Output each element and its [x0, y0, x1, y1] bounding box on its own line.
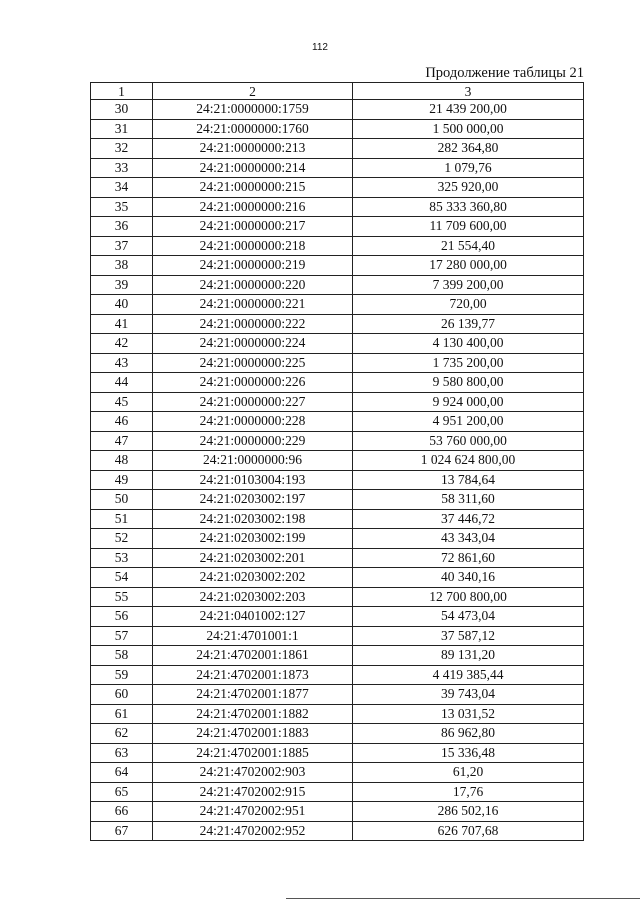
table-row: [91, 802, 584, 822]
value-cell: 1 500 000,00: [353, 119, 584, 139]
row-number-cell: 56: [91, 607, 153, 627]
cadastral-number-cell: 24:21:4701001:1: [153, 626, 353, 646]
cadastral-number-cell: 24:21:0000000:220: [153, 275, 353, 295]
cadastral-number-cell: 24:21:0000000:213: [153, 139, 353, 159]
row-number-cell: 47: [91, 431, 153, 451]
value-cell: 72 861,60: [353, 548, 584, 568]
row-number-cell: 66: [91, 802, 153, 822]
cadastral-number-cell: 24:21:0401002:127: [153, 607, 353, 627]
value-cell: 85 333 360,80: [353, 197, 584, 217]
value-cell: 89 131,20: [353, 646, 584, 666]
value-cell: 15 336,48: [353, 743, 584, 763]
cadastral-number-cell: 24:21:4702002:903: [153, 763, 353, 783]
cadastral-number-cell: 24:21:4702002:951: [153, 802, 353, 822]
row-number-cell: 57: [91, 626, 153, 646]
cadastral-number-cell: 24:21:0000000:1760: [153, 119, 353, 139]
row-number-cell: 44: [91, 373, 153, 393]
table-row: [91, 490, 584, 510]
value-cell: 21 554,40: [353, 236, 584, 256]
row-number-cell: 62: [91, 724, 153, 744]
row-number-cell: 50: [91, 490, 153, 510]
row-number-cell: 37: [91, 236, 153, 256]
cadastral-number-cell: 24:21:0000000:229: [153, 431, 353, 451]
row-number-cell: 32: [91, 139, 153, 159]
value-cell: 37 587,12: [353, 626, 584, 646]
value-cell: 13 031,52: [353, 704, 584, 724]
cadastral-number-cell: 24:21:0000000:214: [153, 158, 353, 178]
row-number-cell: 61: [91, 704, 153, 724]
cadastral-number-cell: 24:21:0000000:217: [153, 217, 353, 237]
row-number-cell: 34: [91, 178, 153, 198]
cadastral-number-cell: 24:21:0203002:203: [153, 587, 353, 607]
column-header-number: 1: [91, 83, 153, 100]
table-row: [91, 568, 584, 588]
table-row: [91, 509, 584, 529]
table-row: [91, 412, 584, 432]
row-number-cell: 30: [91, 100, 153, 120]
table-row: [91, 217, 584, 237]
value-cell: 4 419 385,44: [353, 665, 584, 685]
row-number-cell: 31: [91, 119, 153, 139]
row-number-cell: 40: [91, 295, 153, 315]
row-number-cell: 39: [91, 275, 153, 295]
value-cell: 39 743,04: [353, 685, 584, 705]
table-row: [91, 100, 584, 120]
cadastral-number-cell: 24:21:0103004:193: [153, 470, 353, 490]
row-number-cell: 53: [91, 548, 153, 568]
value-cell: 4 130 400,00: [353, 334, 584, 354]
table-row: [91, 314, 584, 334]
cadastral-number-cell: 24:21:0000000:96: [153, 451, 353, 471]
value-cell: 54 473,04: [353, 607, 584, 627]
value-cell: 7 399 200,00: [353, 275, 584, 295]
table-row: [91, 431, 584, 451]
value-cell: 325 920,00: [353, 178, 584, 198]
row-number-cell: 51: [91, 509, 153, 529]
row-number-cell: 33: [91, 158, 153, 178]
row-number-cell: 64: [91, 763, 153, 783]
row-number-cell: 63: [91, 743, 153, 763]
cadastral-number-cell: 24:21:4702001:1861: [153, 646, 353, 666]
cadastral-number-cell: 24:21:0000000:224: [153, 334, 353, 354]
table-row: [91, 704, 584, 724]
cadastral-number-cell: 24:21:0203002:199: [153, 529, 353, 549]
cadastral-number-cell: 24:21:4702002:915: [153, 782, 353, 802]
value-cell: 11 709 600,00: [353, 217, 584, 237]
table-row: [91, 763, 584, 783]
value-cell: 1 024 624 800,00: [353, 451, 584, 471]
table-row: [91, 353, 584, 373]
cadastral-number-cell: 24:21:4702001:1873: [153, 665, 353, 685]
cadastral-number-cell: 24:21:0203002:198: [153, 509, 353, 529]
value-cell: 21 439 200,00: [353, 100, 584, 120]
table-row: [91, 626, 584, 646]
cadastral-number-cell: 24:21:0203002:197: [153, 490, 353, 510]
column-header-value: 3: [353, 83, 584, 100]
cadastral-number-cell: 24:21:4702002:952: [153, 821, 353, 841]
value-cell: 37 446,72: [353, 509, 584, 529]
table-row: [91, 607, 584, 627]
cadastral-number-cell: 24:21:0000000:221: [153, 295, 353, 315]
table-row: [91, 236, 584, 256]
table-row: [91, 782, 584, 802]
row-number-cell: 46: [91, 412, 153, 432]
row-number-cell: 35: [91, 197, 153, 217]
cadastral-number-cell: 24:21:4702001:1883: [153, 724, 353, 744]
row-number-cell: 49: [91, 470, 153, 490]
table-row: [91, 373, 584, 393]
table-row: [91, 139, 584, 159]
table-row: [91, 275, 584, 295]
cadastral-number-cell: 24:21:0000000:215: [153, 178, 353, 198]
table-row: [91, 821, 584, 841]
table-row: [91, 470, 584, 490]
value-cell: 17,76: [353, 782, 584, 802]
table-row: [91, 295, 584, 315]
cadastral-number-cell: 24:21:0203002:202: [153, 568, 353, 588]
table-row: [91, 334, 584, 354]
cadastral-number-cell: 24:21:0000000:219: [153, 256, 353, 276]
page-number: 112: [312, 42, 328, 53]
value-cell: 9 924 000,00: [353, 392, 584, 412]
value-cell: 12 700 800,00: [353, 587, 584, 607]
value-cell: 626 707,68: [353, 821, 584, 841]
table-continuation-label: Продолжение таблицы 21: [425, 65, 584, 81]
table-row: [91, 743, 584, 763]
value-cell: 1 079,76: [353, 158, 584, 178]
value-cell: 9 580 800,00: [353, 373, 584, 393]
row-number-cell: 36: [91, 217, 153, 237]
value-cell: 282 364,80: [353, 139, 584, 159]
cadastral-number-cell: 24:21:0000000:216: [153, 197, 353, 217]
row-number-cell: 48: [91, 451, 153, 471]
value-cell: 61,20: [353, 763, 584, 783]
cadastral-number-cell: 24:21:0000000:227: [153, 392, 353, 412]
row-number-cell: 58: [91, 646, 153, 666]
value-cell: 40 340,16: [353, 568, 584, 588]
table-header-row: [91, 83, 584, 100]
table-row: [91, 724, 584, 744]
table-body: [91, 83, 584, 841]
table-row: [91, 119, 584, 139]
value-cell: 17 280 000,00: [353, 256, 584, 276]
row-number-cell: 65: [91, 782, 153, 802]
cadastral-number-cell: 24:21:4702001:1877: [153, 685, 353, 705]
value-cell: 4 951 200,00: [353, 412, 584, 432]
table-row: [91, 587, 584, 607]
table-row: [91, 178, 584, 198]
row-number-cell: 59: [91, 665, 153, 685]
table-row: [91, 685, 584, 705]
table-row: [91, 529, 584, 549]
value-cell: 43 343,04: [353, 529, 584, 549]
value-cell: 1 735 200,00: [353, 353, 584, 373]
cadastral-number-cell: 24:21:0000000:222: [153, 314, 353, 334]
value-cell: 720,00: [353, 295, 584, 315]
footer-divider: [286, 898, 640, 899]
cadastral-number-cell: 24:21:0000000:225: [153, 353, 353, 373]
cadastral-number-cell: 24:21:0203002:201: [153, 548, 353, 568]
table-row: [91, 665, 584, 685]
table-row: [91, 392, 584, 412]
value-cell: 58 311,60: [353, 490, 584, 510]
cadastral-number-cell: 24:21:0000000:228: [153, 412, 353, 432]
data-table: [90, 82, 584, 841]
table-row: [91, 548, 584, 568]
value-cell: 286 502,16: [353, 802, 584, 822]
row-number-cell: 41: [91, 314, 153, 334]
row-number-cell: 42: [91, 334, 153, 354]
cadastral-number-cell: 24:21:4702001:1885: [153, 743, 353, 763]
table-row: [91, 256, 584, 276]
row-number-cell: 52: [91, 529, 153, 549]
row-number-cell: 43: [91, 353, 153, 373]
column-header-cadastral-number: 2: [153, 83, 353, 100]
table-row: [91, 158, 584, 178]
row-number-cell: 60: [91, 685, 153, 705]
table-row: [91, 646, 584, 666]
cadastral-number-cell: 24:21:0000000:226: [153, 373, 353, 393]
row-number-cell: 55: [91, 587, 153, 607]
cadastral-number-cell: 24:21:0000000:218: [153, 236, 353, 256]
row-number-cell: 38: [91, 256, 153, 276]
value-cell: 53 760 000,00: [353, 431, 584, 451]
value-cell: 86 962,80: [353, 724, 584, 744]
cadastral-number-cell: 24:21:0000000:1759: [153, 100, 353, 120]
cadastral-number-cell: 24:21:4702001:1882: [153, 704, 353, 724]
table-row: [91, 197, 584, 217]
value-cell: 13 784,64: [353, 470, 584, 490]
value-cell: 26 139,77: [353, 314, 584, 334]
row-number-cell: 54: [91, 568, 153, 588]
row-number-cell: 67: [91, 821, 153, 841]
table-row: [91, 451, 584, 471]
row-number-cell: 45: [91, 392, 153, 412]
